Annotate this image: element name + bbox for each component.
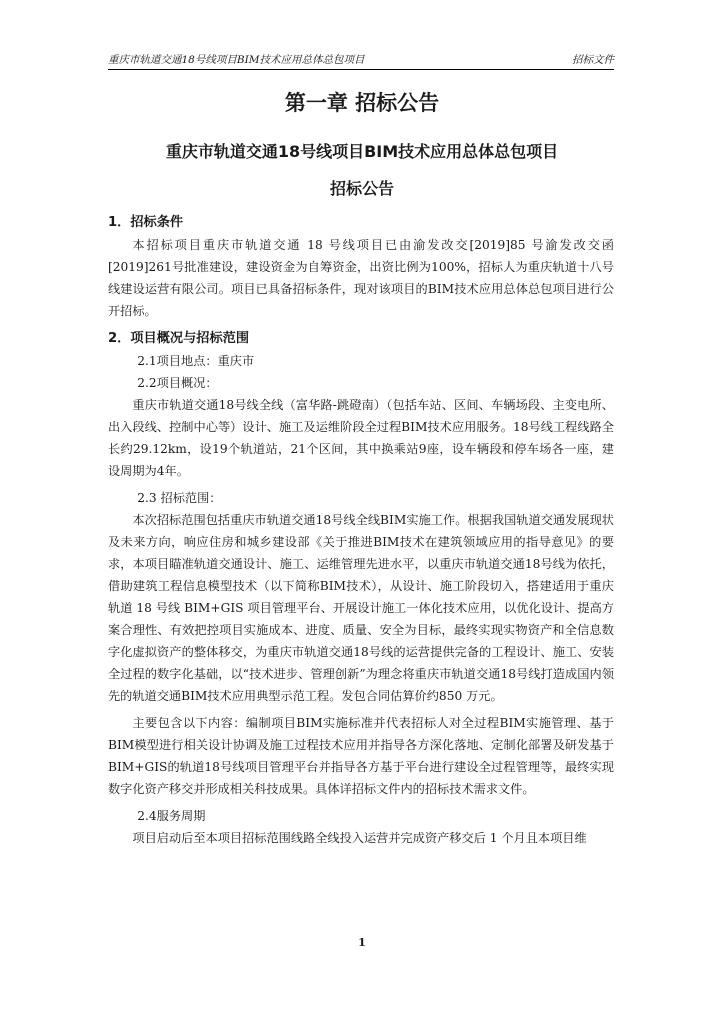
section-2-3-paragraph-2: 主要包含以下内容：编制项目BIM实施标准并代表招标人对全过程BIM实施管理、基于BIM模型进行相关设计协调及施工过程技术应用并指导各方深化落地、定制化部署及研发基于BIM+GIS的轨道18号线项目管理平台并指导各方基于平台进行建设全过程管理等，最终实现数字化资产移交并形成相关科技成果。具体详招标文件内的招标技术需求文件。 — [108, 716, 614, 796]
section-1-heading: 1．招标条件 — [108, 215, 184, 230]
document-body — [108, 212, 614, 849]
running-header — [108, 53, 614, 70]
section-2-2-paragraph: 重庆市轨道交通18号线全线（富华路-跳磴南）（包括车站、区间、车辆场段、主变电所、出入段线、控制中心等）设计、施工及运维阶段全过程BIM技术应用服务。18号线工程线路全长约29.12km，设19个轨道站，21个区间，其中换乘站9座，设车辆段和停车场各一座，建设周期为4年。 — [108, 398, 614, 478]
project-title: 重庆市轨道交通18号线项目BIM技术应用总体总包项目 — [165, 142, 559, 161]
page-number: 1 — [358, 936, 366, 949]
section-2-2: 2.2项目概况： — [137, 376, 218, 390]
section-2-3: 2.3 招标范围： — [137, 491, 222, 505]
header-project-name: 重庆市轨道交通18号线项目BIM技术应用总体总包项目 — [108, 54, 365, 66]
section-1-paragraph: 本招标项目重庆市轨道交通 18 号线项目已由渝发改交[2019]85 号渝发改交函[2019]261号批准建设，建设资金为自筹资金，出资比例为100%，招标人为重庆轨道十八号线建设运营有限公司。项目已具备招标条件，现对该项目的BIM技术应用总体总包项目进行公开招标。 — [108, 238, 614, 318]
section-2-4-paragraph: 项目启动后至本项目招标范围线路全线投入运营并完成资产移交后 1 个月且本项目维 — [132, 831, 587, 845]
notice-title: 招标公告 — [329, 179, 394, 198]
section-2-1: 2.1项目地点：重庆市 — [137, 354, 255, 368]
section-2-heading: 2．项目概况与招标范围 — [108, 331, 250, 346]
chapter-title: 第一章 招标公告 — [284, 91, 440, 115]
section-2-4: 2.4服务周期 — [137, 809, 206, 823]
section-2-3-paragraph-1: 本次招标范围包括重庆市轨道交通18号线全线BIM实施工作。根据我国轨道交通发展现状及未来方向，响应住房和城乡建设部《关于推进BIM技术在建筑领域应用的指导意见》的要求，本项目瞄准轨道交通设计、施工、运维管理先进水平，以重庆市轨道交通18号线为依托，借助建筑工程信息模型技术（以下简称BIM技术），从设计、施工阶段切入，搭建适用于重庆轨道 18 号线 BIM+GIS 项目管理平台、开展设计施工一体化技术应用，以优化设计、提高方案合理性、有效把控项目实施成本、进度、质量、安全为目标，最终实现实物资产和全信息数字化虚拟资产的整体移交，为重庆市轨道交通18号线的运营提供完备的工程设计、施工、安装全过程的数字化基础，以“技术进步、管理创新”为理念将重庆市轨道交通18号线打造成国内领先的轨道交通BIM技术应用典型示范工程。发包合同估算价约850 万元。 — [108, 513, 614, 703]
header-doc-type: 招标文件 — [572, 54, 614, 66]
